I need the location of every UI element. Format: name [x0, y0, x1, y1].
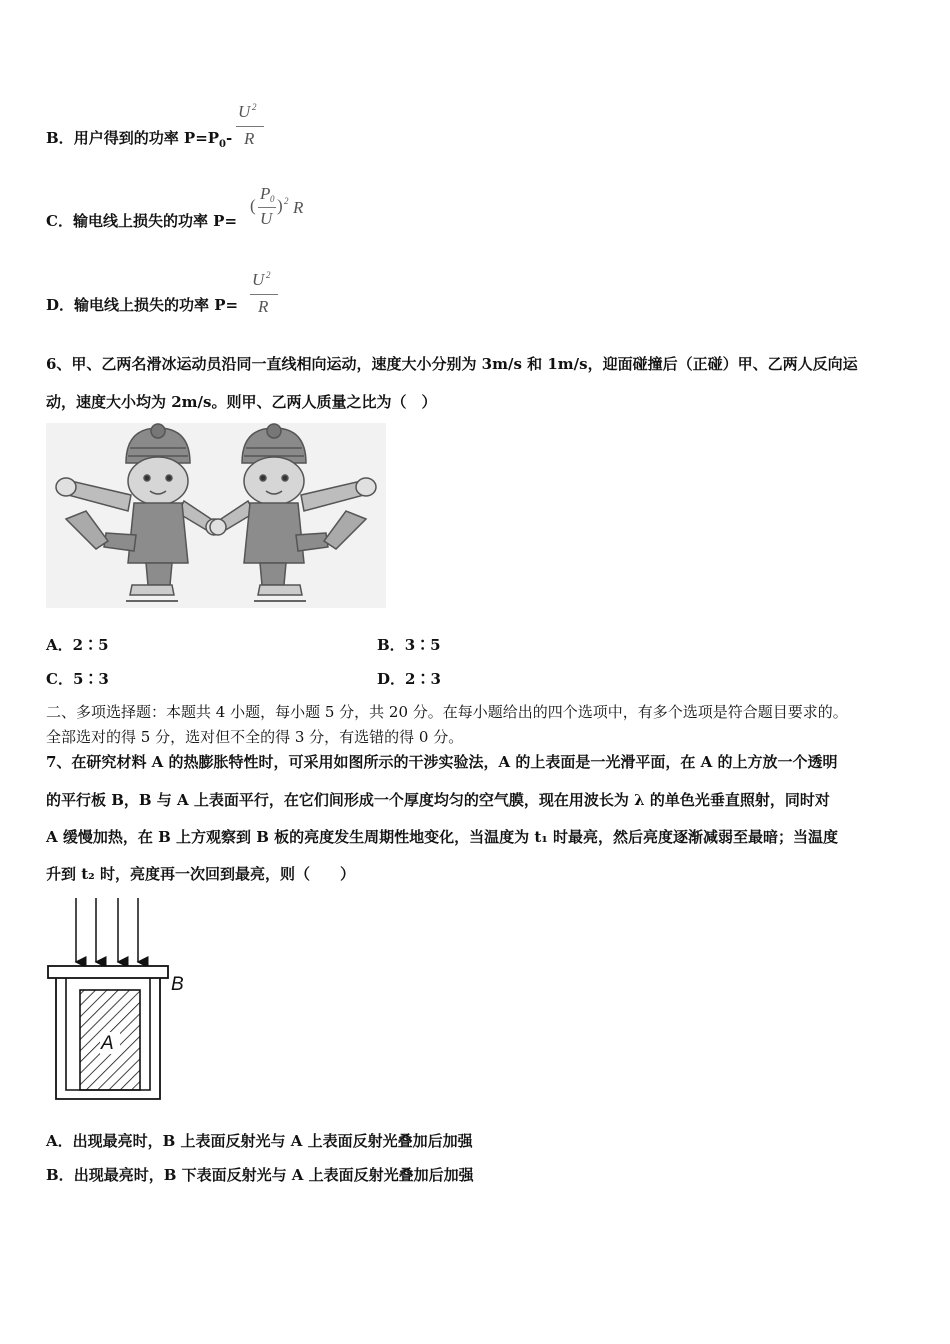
q6-option-c[interactable]: C．5∶3: [46, 670, 109, 688]
skaters-figure: [46, 423, 386, 608]
fraction-bar: [250, 294, 278, 295]
q6-option-b[interactable]: B．3∶5: [377, 636, 441, 654]
q7-stem-line3: A 缓慢加热，在 B 上方观察到 B 板的亮度发生周期性地变化，当温度为 t₁ 时最亮，然后亮度逐渐减弱至最暗；当温度: [46, 828, 839, 846]
q6-stem-line2: 动，速度大小均为 2m/s。则甲、乙两人质量之比为（ ）: [46, 393, 437, 411]
q7-stem-line4: 升到 t₂ 时，亮度再一次回到最亮，则（ ）: [46, 865, 355, 883]
q7-stem-line2: 的平行板 B，B 与 A 上表面平行，在它们间形成一个厚度均匀的空气膜，现在用波长为 λ 的单色光垂直照射，同时对: [46, 791, 830, 809]
q7-stem-line1: 7、在研究材料 A 的热膨胀特性时，可采用如图所示的干涉实验法，A 的上表面是一光滑平面，在 A 的上方放一个透明: [46, 753, 838, 771]
light-rays: [76, 898, 138, 962]
option-d-line-loss: D．输电线上损失的功率 P=: [46, 296, 239, 314]
fraction-bar: [236, 126, 264, 127]
fraction-u2-over-r: U 2 R: [250, 270, 280, 320]
section2-heading-line2: 全部选对的得 5 分，选对但不全的得 3 分，有选错的得 0 分。: [46, 728, 464, 746]
q7-option-b[interactable]: B．出现最亮时，B 下表面反射光与 A 上表面反射光叠加后加强: [46, 1166, 474, 1184]
label-a: A: [101, 1033, 114, 1054]
fraction-u2-over-r: U 2 R: [236, 102, 266, 152]
option-b-power-user: B．用户得到的功率 $P=P_0-$: [46, 129, 233, 150]
q6-stem-line1: 6、甲、乙两名滑冰运动员沿同一直线相向运动，速度大小分别为 3m/s 和 1m/s，迎面碰撞后（正碰）甲、乙两人反向运: [46, 355, 858, 373]
fraction-p0-over-u-squared-r: ( P 0 U ) 2 R: [250, 184, 304, 228]
section2-heading-line1: 二、多项选择题：本题共 4 小题，每小题 5 分，共 20 分。在每小题给出的四个选项中，有多个选项是符合题目要求的。: [46, 703, 848, 721]
q6-option-d[interactable]: D．2∶3: [377, 670, 441, 688]
q6-option-a[interactable]: A．2∶5: [46, 636, 109, 654]
option-c-line-loss: C．输电线上损失的功率 P=: [46, 212, 238, 230]
fraction-bar: [258, 207, 276, 208]
q7-option-a[interactable]: A．出现最亮时，B 上表面反射光与 A 上表面反射光叠加后加强: [46, 1132, 473, 1150]
label-b: B: [171, 974, 184, 995]
interference-apparatus-figure: [44, 894, 194, 1106]
plate-b: [48, 966, 168, 978]
